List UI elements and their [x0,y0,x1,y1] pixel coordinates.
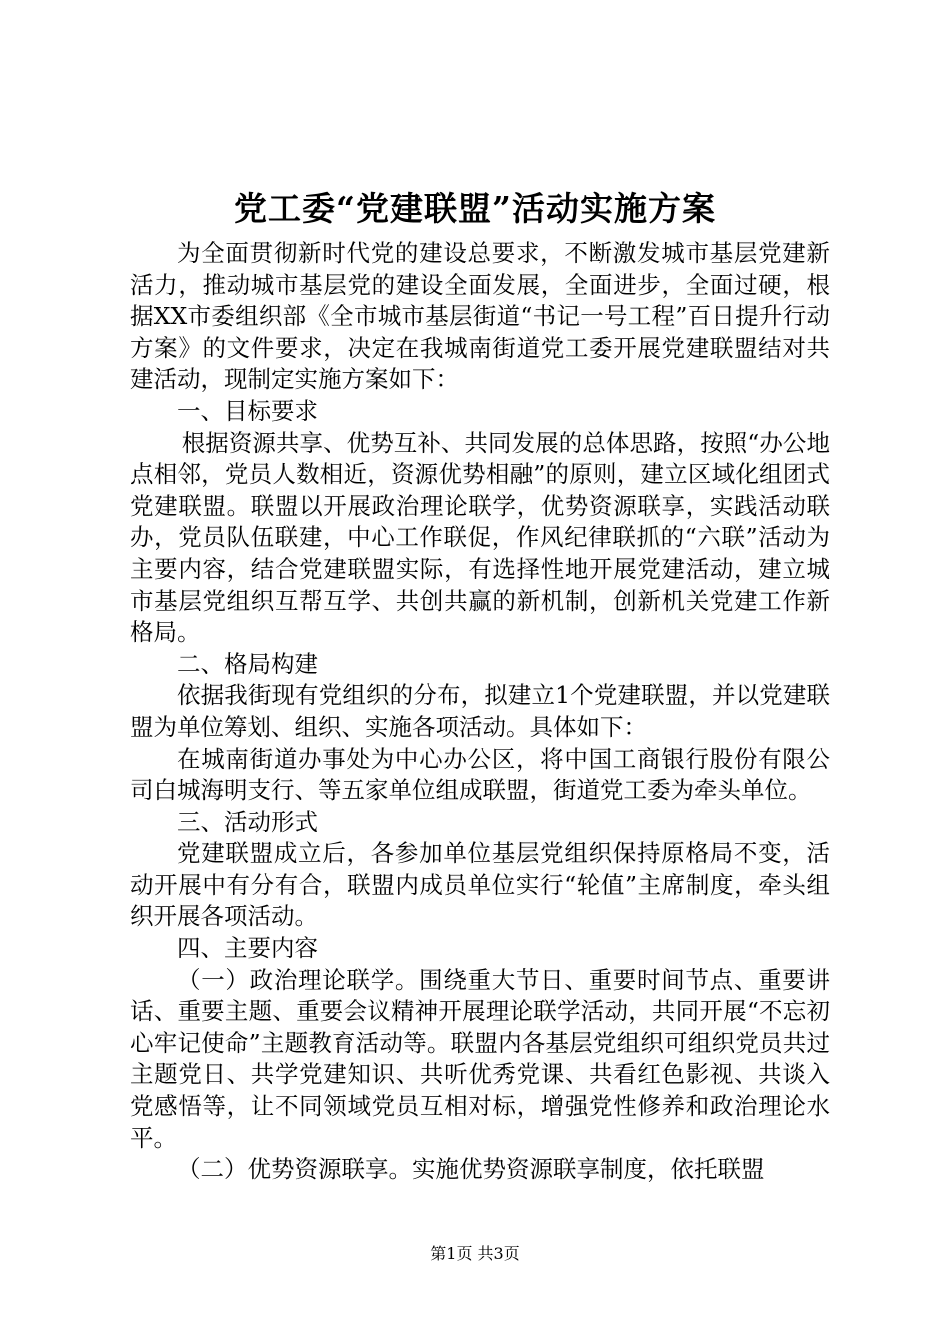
document-title: 党工委“党建联盟”活动实施方案 [234,189,716,228]
section-heading-structure: 二、格局构建 [177,649,318,678]
page-number-footer: 第1页 共3页 [430,1244,520,1263]
paragraph-intro: 为全面贯彻新时代党的建设总要求，不断激发城市基层党建新活力，推动城市基层党的建设全面发展，全面进步，全面过硬，根据XX市委组织部《全市城市基层街道“书记一号工程”百日提升行动方案》的文件要求，决定在我城南街道党工委开展党建联盟结对共建活动，现制定实施方案如下： [130,239,830,394]
paragraph-structure: 依据我街现有党组织的分布，拟建立1个党建联盟，并以党建联盟为单位筹划、组织、实施各项活动。具体如下： [130,681,830,741]
paragraph-goals: 根据资源共享、优势互补、共同发展的总体思路，按照“办公地点相邻，党员人数相近，资源优势相融”的原则，建立区域化组团式党建联盟。联盟以开展政治理论联学，优势资源联享，实践活动联办，党员队伍联建，中心工作联促，作风纪律联抓的“六联”活动为主要内容，结合党建联盟实际，有选择性地开展党建活动，建立城市基层党组织互帮互学、共创共赢的新机制，创新机关党建工作新格局。 [130,428,830,647]
document-body [130,238,830,1186]
section-heading-main-content: 四、主要内容 [177,934,318,963]
paragraph-structure-detail: 在城南街道办事处为中心办公区，将中国工商银行股份有限公司白城海明支行、等五家单位组成联盟，街道党工委为牵头单位。 [130,744,830,805]
paragraph-theory-study: （一）政治理论联学。围绕重大节日、重要时间节点、重要讲话、重要主题、重要会议精神开展理论联学活动，共同开展“不忘初心牢记使命”主题教育活动等。联盟内各基层党组织可组织党员共过主题党日、共学党建知识、共听优秀党课、共看红色影视、共谈入党感悟等，让不同领域党员互相对标，增强党性修养和政治理论水平。 [130,965,830,1152]
paragraph-activity-form: 党建联盟成立后，各参加单位基层党组织保持原格局不变，活动开展中有分有合，联盟内成员单位实行“轮值”主席制度，牵头组织开展各项活动。 [130,839,830,931]
paragraph-resource-sharing: （二）优势资源联享。实施优势资源联享制度，依托联盟 [177,1155,765,1184]
section-heading-goals: 一、目标要求 [177,396,318,425]
section-heading-activity-form: 三、活动形式 [177,807,318,836]
